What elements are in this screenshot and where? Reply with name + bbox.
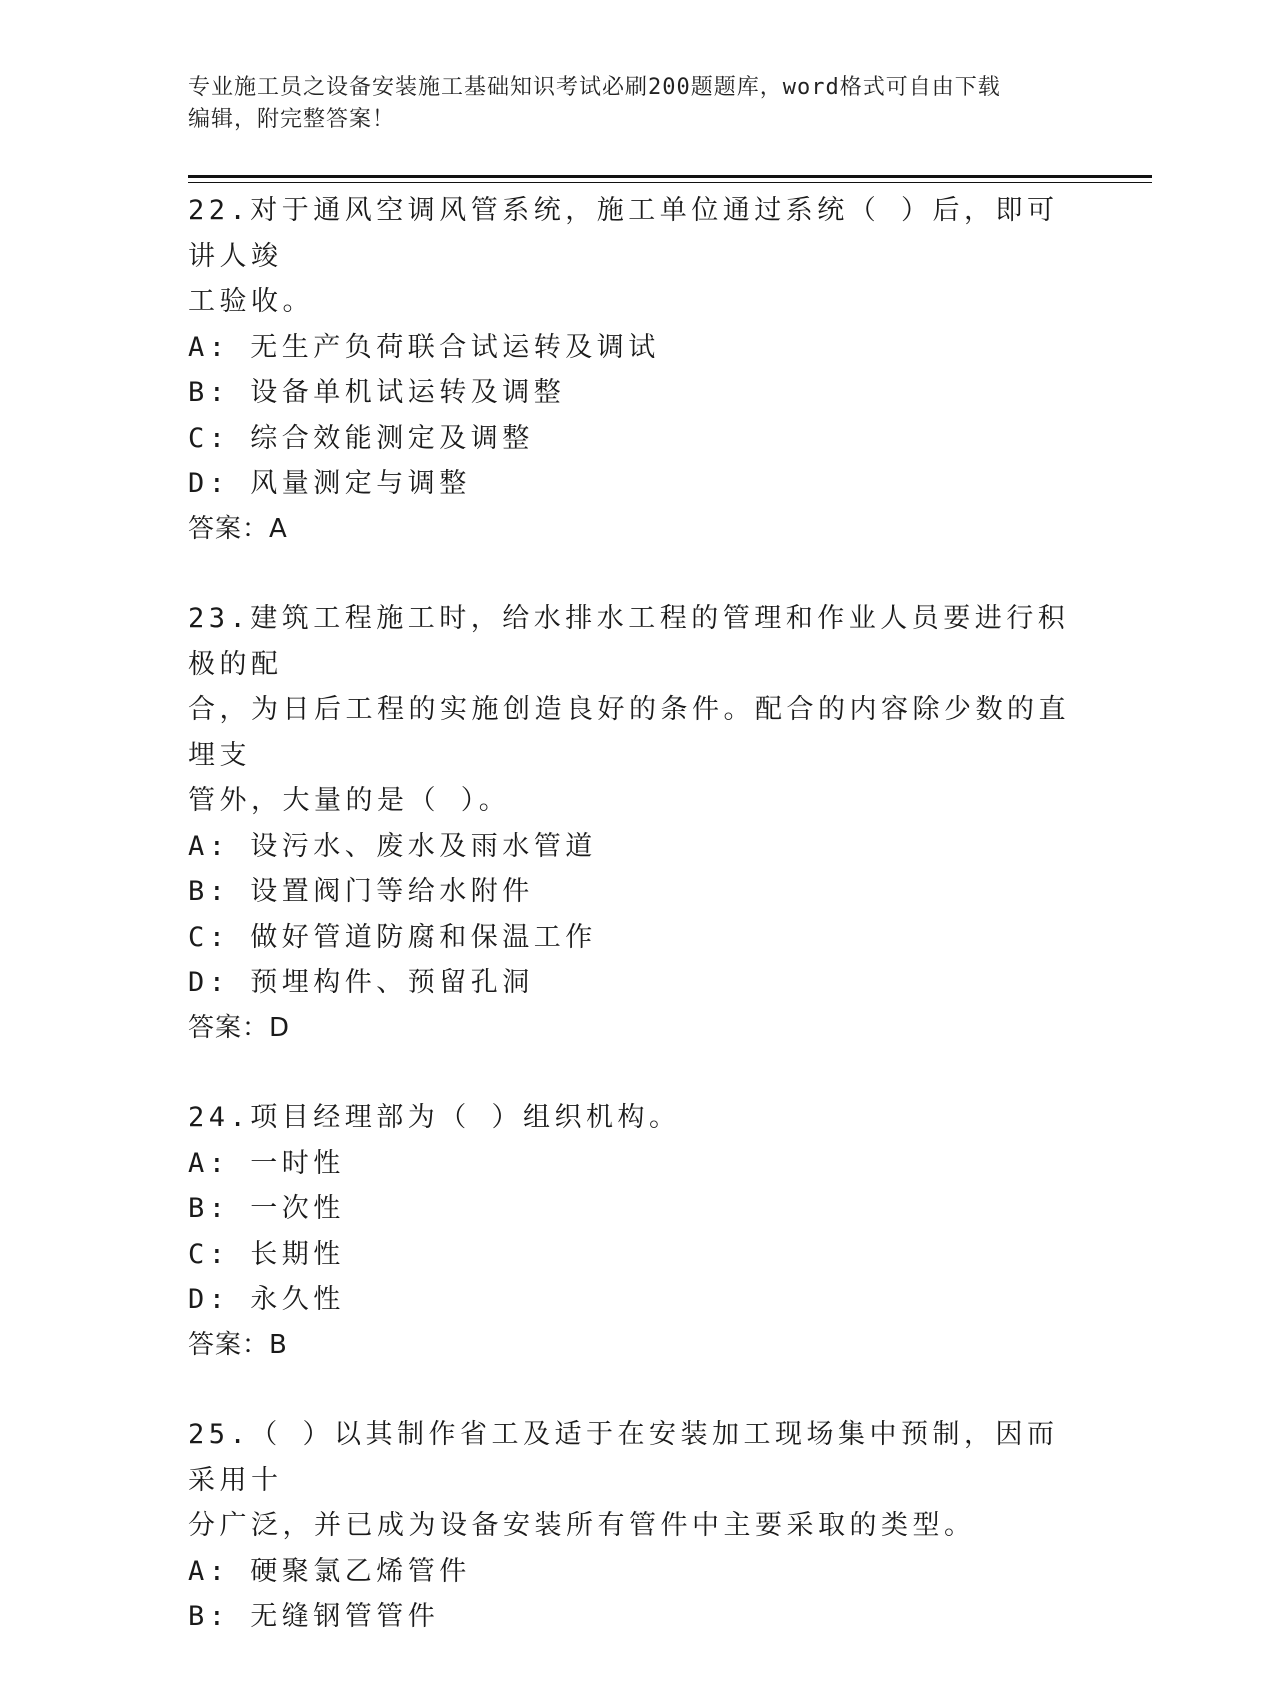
question-25 xyxy=(188,1412,1088,1640)
option-b: B: 设备单机试运转及调整 xyxy=(188,377,566,408)
question-stem-line: 25.（ ）以其制作省工及适于在安装加工现场集中预制，因而采用十 xyxy=(188,1419,1059,1496)
option-a: A: 硬聚氯乙烯管件 xyxy=(188,1555,471,1587)
option-a: A: 无生产负荷联合试运转及调试 xyxy=(188,331,660,363)
option-a: A: 一时性 xyxy=(188,1147,345,1179)
option-a: A: 设污水、废水及雨水管道 xyxy=(188,830,597,862)
question-24 xyxy=(188,1095,1088,1368)
option-c: C: 综合效能测定及调整 xyxy=(188,422,534,454)
header-line-1: 专业施工员之设备安装施工基础知识考试必刷200题题库，word格式可自由下载 xyxy=(188,75,1001,100)
header-rule-thin xyxy=(188,182,1152,183)
option-c: C: 做好管道防腐和保温工作 xyxy=(188,921,597,953)
option-b: B: 设置阀门等给水附件 xyxy=(188,876,534,907)
question-stem-line: 分广泛，并已成为设备安装所有管件中主要采取的类型。 xyxy=(188,1510,976,1541)
question-stem-line: 合，为日后工程的实施创造良好的条件。配合的内容除少数的直埋支 xyxy=(188,694,1070,771)
header-rule-thick xyxy=(188,175,1152,178)
option-d: D: 预埋构件、预留孔洞 xyxy=(188,967,534,998)
option-c: C: 长期性 xyxy=(188,1238,345,1270)
answer-line: 答案：D xyxy=(188,1012,291,1043)
option-b: B: 无缝钢管管件 xyxy=(188,1601,440,1632)
question-22 xyxy=(188,188,1088,552)
option-d: D: 风量测定与调整 xyxy=(188,468,471,499)
option-d: D: 永久性 xyxy=(188,1284,345,1315)
question-list xyxy=(188,188,1088,1684)
question-stem-line: 24.项目经理部为（ ）组织机构。 xyxy=(188,1102,681,1133)
question-stem-line: 22.对于通风空调风管系统，施工单位通过系统（ ）后，即可讲人竣 xyxy=(188,195,1059,272)
option-b: B: 一次性 xyxy=(188,1193,345,1224)
answer-line: 答案：A xyxy=(188,513,288,544)
header-line-2: 编辑，附完整答案！ xyxy=(188,107,396,132)
question-stem-line: 工验收。 xyxy=(188,286,314,317)
question-stem-line: 管外，大量的是（ ）。 xyxy=(188,785,511,816)
question-stem-line: 23.建筑工程施工时，给水排水工程的管理和作业人员要进行积极的配 xyxy=(188,603,1070,680)
document-header xyxy=(188,72,1088,136)
question-23 xyxy=(188,596,1088,1051)
answer-line: 答案：B xyxy=(188,1329,288,1360)
